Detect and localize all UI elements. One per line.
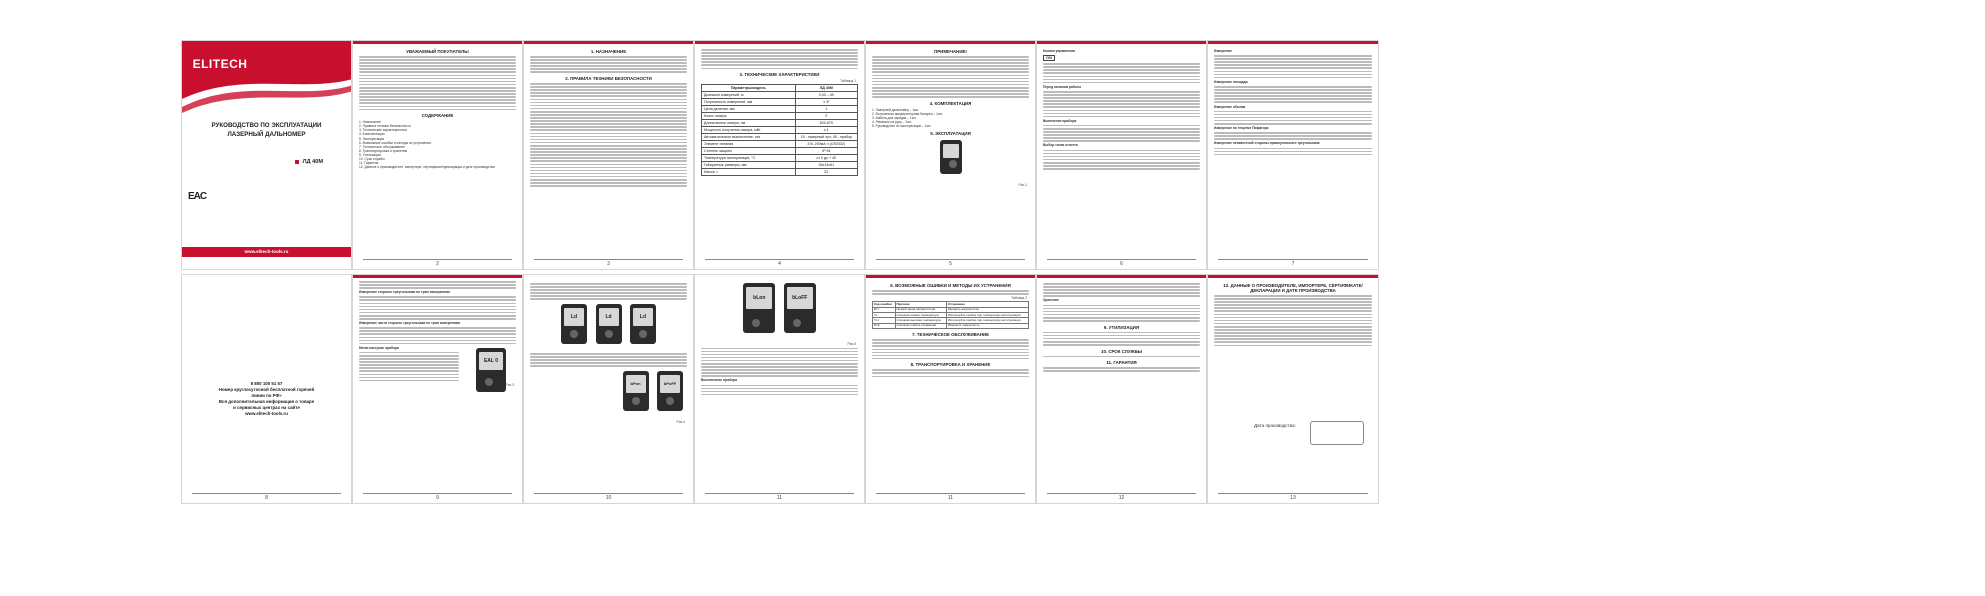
page-number: 3 — [534, 259, 683, 267]
page3-title: 1. НАЗНАЧЕНИЕ — [590, 49, 627, 54]
page-10 — [523, 274, 694, 504]
transport-title: 8. ТРАНСПОРТИРОВКА И ХРАНЕНИЕ — [910, 362, 991, 368]
table-row: Мощность излучения лазера, мВт ≤ 1 — [702, 127, 858, 134]
cover-panel — [181, 40, 352, 270]
service-life-title: 10. СРОК СЛУЖБЫ — [1101, 348, 1142, 354]
volume-heading: Измерение объема — [1214, 104, 1246, 109]
page-8 — [181, 274, 352, 504]
backlight-screens-row: bLon bLoFF — [695, 281, 864, 340]
reference-point-heading: Выбор точки отсчета — [1043, 143, 1078, 148]
table-row: Элемент питания 3 В, 200мА·ч (CR2032) — [702, 141, 858, 148]
page-number: 8 — [192, 493, 341, 501]
page-3 — [523, 40, 694, 270]
storage-heading: Хранение — [1043, 298, 1059, 303]
table-row: Er.L Низкий заряд аккумулятора Зарядить аккумулятор — [873, 307, 1029, 312]
figure-label: Рис.3 — [505, 382, 514, 387]
kit-list — [872, 108, 1029, 128]
page-5 — [865, 40, 1036, 270]
spec-title: 3. ТЕХНИЧЕСКИЕ ХАРАКТЕРИСТИКИ — [739, 72, 820, 78]
area-heading: Измерение площади — [1214, 79, 1248, 84]
operation-title: 5. ЭКСПЛУАТАЦИЯ — [930, 131, 971, 137]
page3-title2: 2. ПРАВИЛА ТЕХНИКИ БЕЗОПАСНОСТИ — [565, 76, 652, 82]
errors-table-caption: Таблица 2 — [1011, 296, 1027, 301]
toc-title: СОДЕРЖАНИЕ — [421, 113, 454, 119]
page-number: 5 — [876, 259, 1025, 267]
note-title: ПРИМЕЧАНИЕ! — [934, 49, 967, 54]
warranty-title: 11. ГАРАНТИЯ — [1106, 360, 1137, 366]
page-number: 13 — [1218, 493, 1368, 501]
buttons-title: Кнопки управления — [1043, 49, 1076, 53]
cover-website: www.elitech-tools.ru — [182, 247, 351, 257]
toc-list — [359, 120, 516, 169]
toc-item: 10. Срок службы — [359, 157, 385, 162]
errors-title: 6. ВОЗМОЖНЫЕ ОШИБКИ И МЕТОДЫ ИХ УСТРАНЕНИЯ — [890, 283, 1011, 288]
manual-sheet — [181, 40, 1379, 506]
table-row: Длина волны лазера, нм 620-670 — [702, 120, 858, 127]
page-number: 12 — [1047, 493, 1196, 501]
toc-item: 12. Данные о производителе, импортере, сертификате/декларации и дате производства — [359, 165, 495, 170]
device-screens-row: Ld Ld Ld — [524, 302, 693, 351]
page-number: 10 — [534, 493, 683, 501]
table-row: Масса, г 22 — [702, 169, 858, 176]
power-off-heading: Выключение прибора — [701, 378, 738, 383]
settings-menu-heading: Меню настроек прибора — [359, 345, 399, 350]
model-label: ЛД 40М — [295, 159, 323, 165]
page-number: 4 — [705, 259, 854, 267]
figure-label: Рис.5 — [847, 342, 856, 346]
table-row: Погрешность измерений, мм ± 3* — [702, 99, 858, 106]
page-7 — [1207, 40, 1379, 270]
eac-mark: EAC — [188, 191, 207, 202]
table-row: T.H Слишком высокая температура Используйте прибор при температуре эксплуатации — [873, 318, 1029, 323]
table-header-row: Код ошибки Причина Устранение — [873, 302, 1029, 307]
contact-website: www.elitech-tools.ru — [245, 411, 288, 416]
brand-logo: ELITECH — [190, 51, 250, 77]
toc-item: 1. Назначение — [359, 120, 381, 125]
device-diagram — [866, 138, 1035, 181]
manufacturer-title: 12. ДАННЫЕ О ПРОИЗВОДИТЕЛЕ, ИМПОРТЕРЕ, СЕРТИФИКАТЕ/ДЕКЛАРАЦИИ И ДАТЕ ПРОИЗВОДСТВА — [1223, 283, 1363, 293]
before-work-heading: Перед началом работы — [1043, 84, 1082, 89]
pythagoras-heading: Измерение по теореме Пифагора — [1214, 126, 1269, 131]
list-item: 4. Ремешок на руку – 1шт. — [872, 120, 912, 125]
measure-heading: Измерение — [1214, 49, 1232, 53]
device-screen-image: EAL 0 — [476, 348, 506, 392]
page-number: 7 — [1218, 259, 1368, 267]
table-row: Степень защиты IP 54 — [702, 148, 858, 155]
table-row: Температура эксплуатации, °С от 0 до + 40 — [702, 155, 858, 162]
page-12 — [865, 274, 1036, 504]
page-4 — [694, 40, 865, 270]
maintenance-title: 7. ТЕХНИЧЕСКОЕ ОБСЛУЖИВАНИЕ — [911, 332, 990, 338]
toc-item: 3. Технические характеристики — [359, 128, 407, 133]
toc-item: 9. Утилизация — [359, 152, 381, 157]
list-item: 3. Кабель для зарядки – 1шт. — [872, 116, 917, 120]
toc-item: 2. Правила техники безопасности — [359, 124, 411, 129]
page-11 — [694, 274, 865, 504]
power-on-heading: Включение прибора — [1043, 118, 1077, 123]
page-2 — [352, 40, 523, 270]
toc-item: 5. Эксплуатация — [359, 136, 385, 141]
page-13 — [1036, 274, 1207, 504]
table-row: T.L Слишком низкая температура Используйте прибор при температуре эксплуатации — [873, 313, 1029, 318]
table-row: Er.E Слишком слабое отражение Измените поверхность — [873, 323, 1029, 328]
production-date-label: Дата производства: — [1254, 423, 1296, 428]
spec-table-caption: Таблица 1 — [840, 79, 856, 84]
toc-item: 11. Гарантия — [359, 161, 379, 166]
page-number: 9 — [363, 493, 512, 501]
page2-title: УВАЖАЕМЫЙ ПОКУПАТЕЛЬ! — [406, 49, 469, 54]
table-header-row — [702, 85, 858, 92]
header-cell: ЛД 40М — [795, 85, 857, 92]
page2-body — [359, 56, 516, 110]
page-number: 6 — [1047, 259, 1196, 267]
table-row: Габаритные размеры, мм 26х14х61 — [702, 162, 858, 169]
production-date-field[interactable] — [1310, 421, 1364, 445]
table-row: Цена деления, мм 1 — [702, 106, 858, 113]
triangle-part-heading: Измерение части стороны треугольника по трем измерениям — [359, 321, 460, 326]
toc-item: 8. Транспортировка и хранение — [359, 148, 408, 153]
list-item: 2. Встроенная аккумуляторная батарея – 1шт. — [872, 111, 943, 116]
figure-label: Рис.4 — [676, 420, 685, 425]
toc-item: 4. Комплектация — [359, 132, 385, 137]
list-item: 5. Руководство по эксплуатации – 1шт. — [872, 124, 932, 129]
table-row: Автоматическое выключение, сек 15 - лазерный луч; 45 - прибор — [702, 134, 858, 141]
triangle-side-heading: Измерение неизвестной стороны прямоугольного треугольника — [1214, 141, 1320, 146]
figure-label: Рис.1 — [1018, 183, 1027, 188]
page-14 — [1207, 274, 1379, 504]
toc-item: 7. Техническое обслуживание — [359, 144, 405, 149]
on-button-icon: ON — [1043, 55, 1055, 61]
errors-table — [872, 301, 1029, 329]
triangle-three-heading: Измерение стороны треугольника по трем измерениям — [359, 290, 450, 295]
table-row: Класс лазера 2 — [702, 113, 858, 120]
cover-title: РУКОВОДСТВО ПО ЭКСПЛУАТАЦИИ ЛАЗЕРНЫЙ ДАЛЬНОМЕР — [211, 122, 322, 138]
toc-item: 6. Возможные ошибки и методы их устранения — [359, 140, 431, 145]
header-cell: Параметры/модель — [702, 85, 796, 92]
kit-title: 4. КОМПЛЕКТАЦИЯ — [929, 100, 972, 106]
hotline-contact: 8 800 100 51 57 Номер круглосуточной бесплатной горячей линии по РФ» Вся дополнительная информация о товаре и сервисных центрах на сайте www.elitech-tools.ru — [182, 381, 351, 417]
page-number: 11 — [705, 493, 854, 501]
page-number: 2 — [363, 259, 512, 267]
table-row: Диапазон измерений, м 0,03 – 40 — [702, 92, 858, 99]
disposal-title: 9. УТИЛИЗАЦИЯ — [1103, 324, 1140, 330]
list-item: 1. Лазерный дальномер – 1шт. — [872, 107, 919, 112]
page-6 — [1036, 40, 1207, 270]
hotline-phone: 8 800 100 51 57 — [250, 381, 283, 386]
beep-screens-row: bPon bPoFF — [524, 369, 685, 418]
page-number: 11 — [876, 493, 1025, 501]
page-9 — [352, 274, 523, 504]
spec-table — [701, 84, 858, 176]
